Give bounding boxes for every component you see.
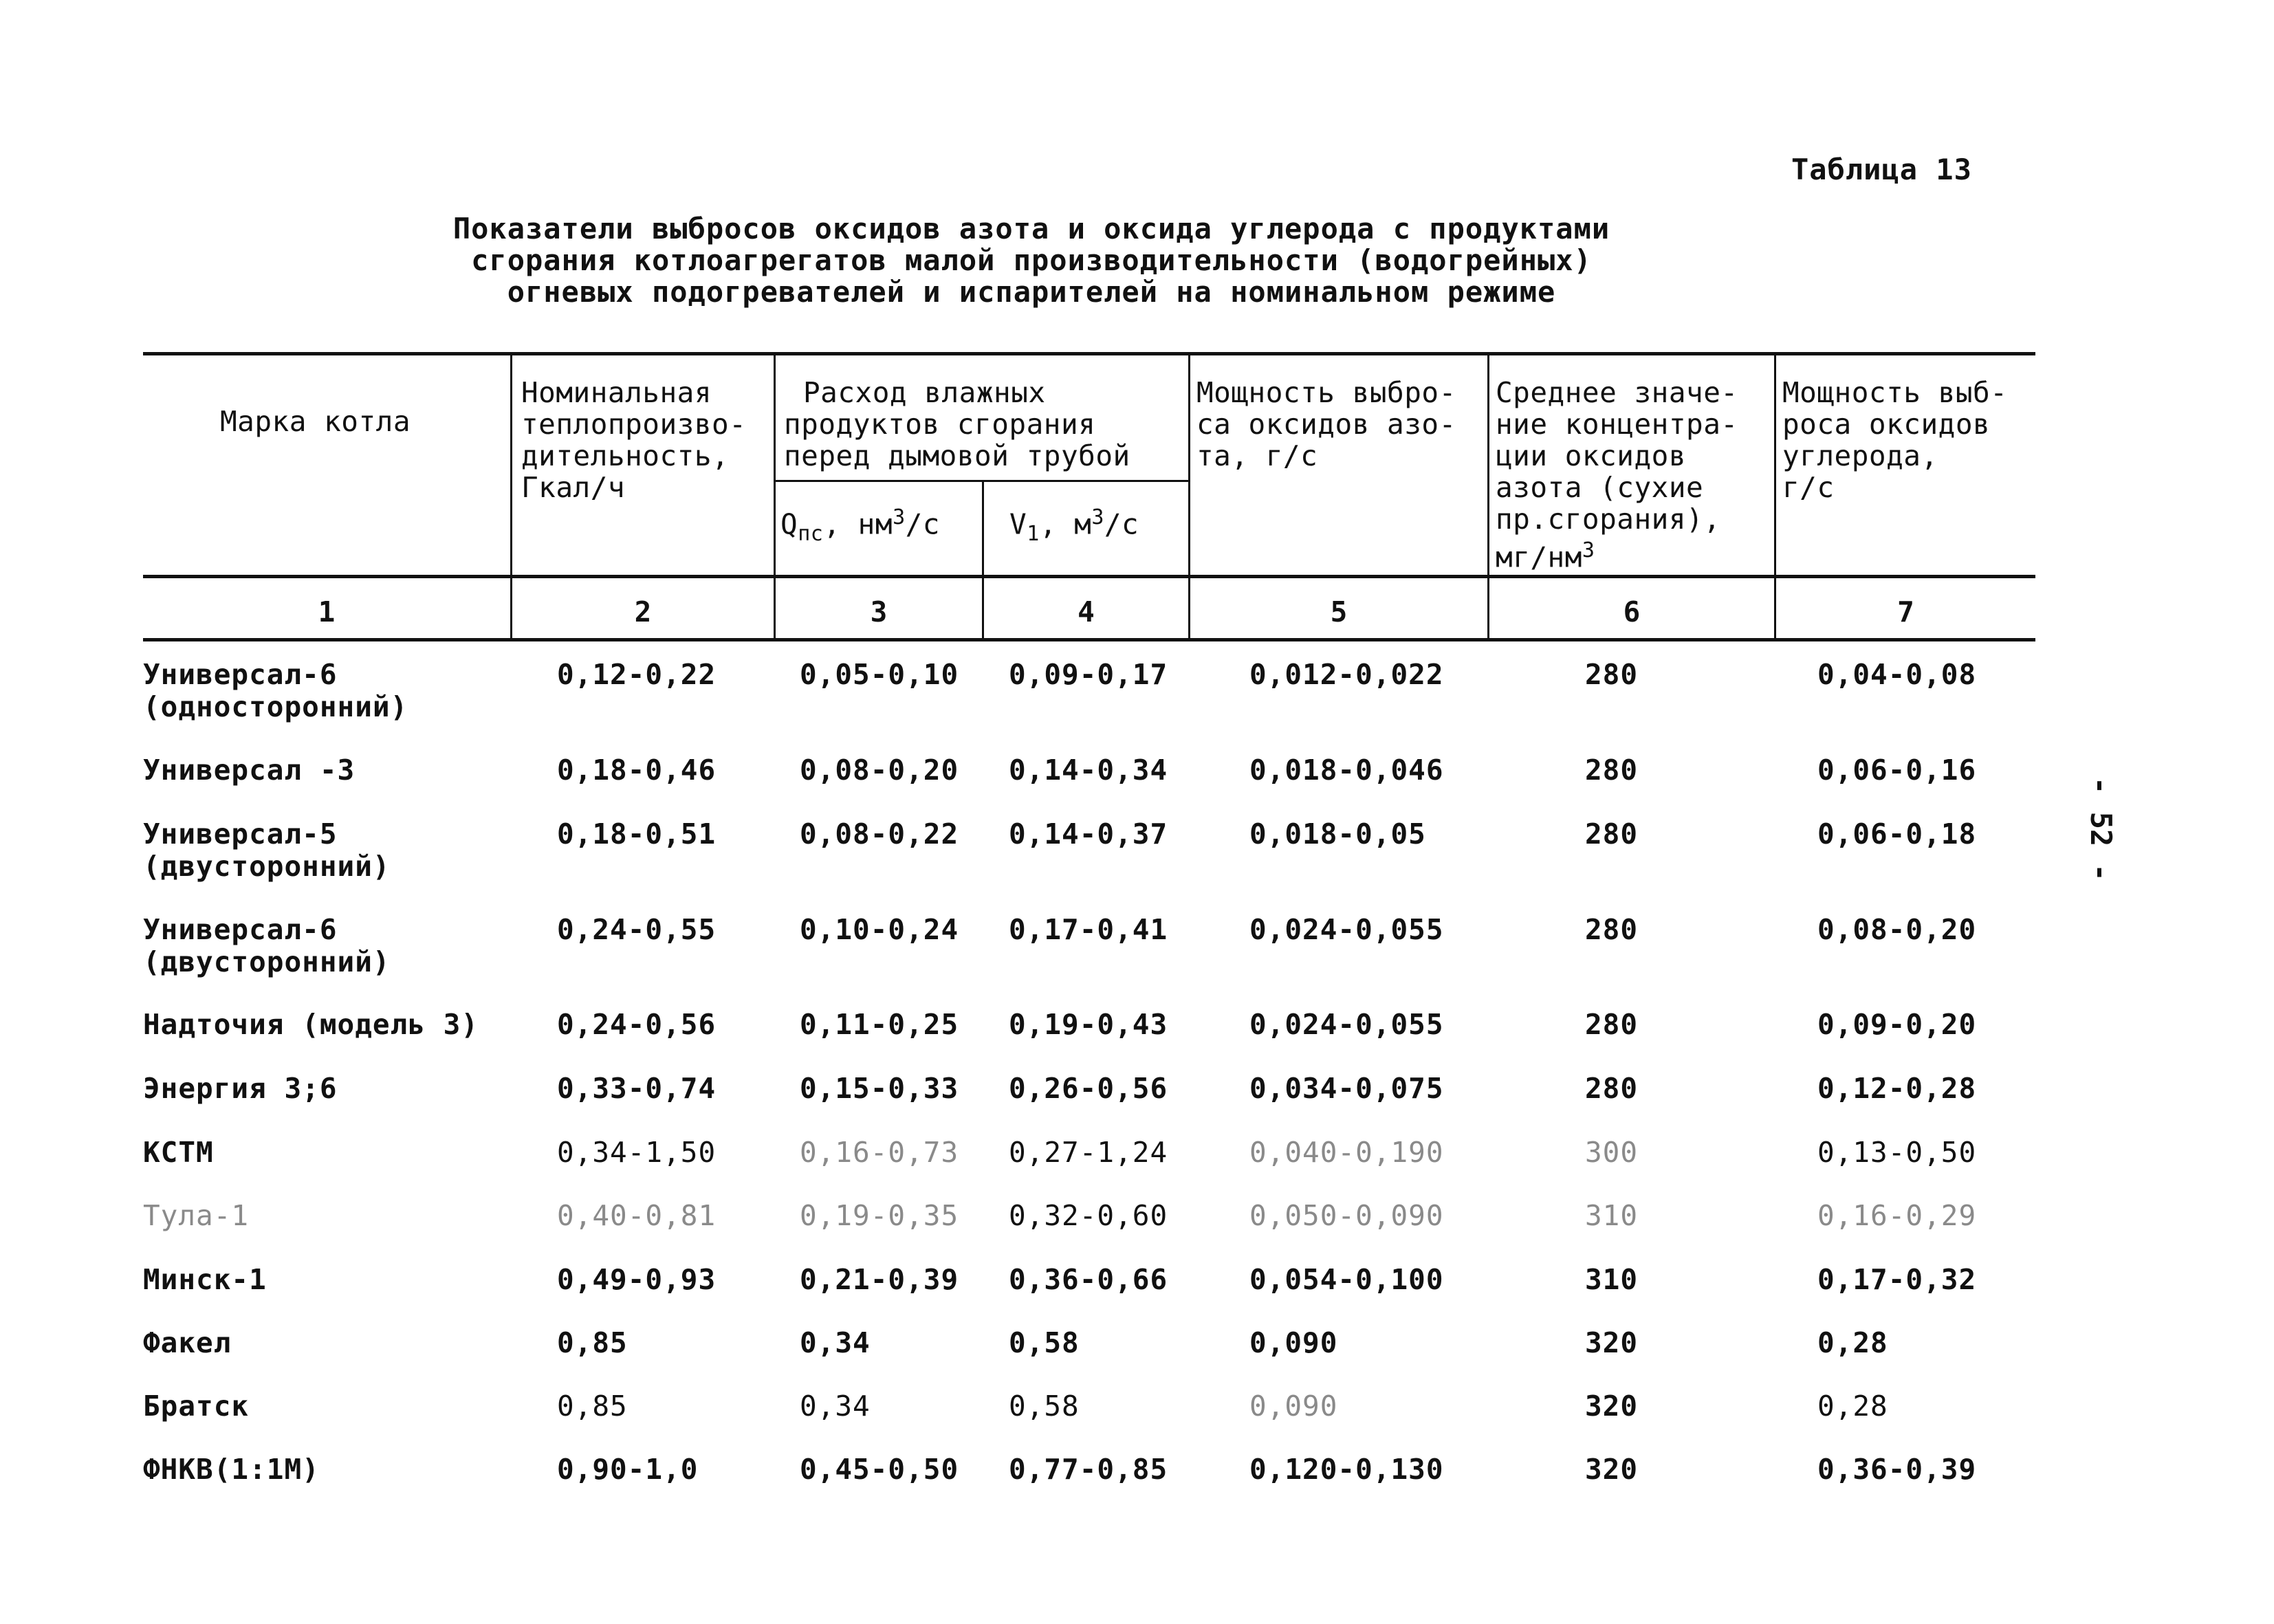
cell-nox-power: 0,034-0,075 (1249, 1072, 1444, 1105)
cell-capacity: 0,24-0,56 (557, 1008, 717, 1041)
page-number: - 52 - (2084, 777, 2118, 881)
table-title (358, 213, 1705, 308)
boiler-name: Факел (143, 1326, 232, 1359)
cell-capacity: 0,85 (557, 1390, 628, 1423)
header-brand: Марка котла (220, 405, 411, 438)
cell-nox-power: 0,018-0,046 (1249, 754, 1444, 787)
cell-co-power: 0,28 (1817, 1326, 1888, 1359)
cell-co-power: 0,17-0,32 (1817, 1263, 1977, 1296)
cell-co-power: 0,12-0,28 (1817, 1072, 1977, 1105)
cell-capacity: 0,34-1,50 (557, 1136, 717, 1169)
boiler-name: Универсал-6 (односторонний) (143, 658, 408, 723)
table-label: Таблица 13 (1791, 153, 1972, 186)
cell-nox-concentration: 280 (1585, 1072, 1639, 1105)
cell-flow-q: 0,34 (800, 1326, 871, 1359)
cell-flow-v: 0,77-0,85 (1009, 1453, 1168, 1486)
cell-nox-concentration: 280 (1585, 913, 1639, 946)
table-row (0, 914, 2274, 983)
cell-capacity: 0,90-1,0 (557, 1453, 699, 1486)
column-number: 2 (634, 595, 652, 628)
column-number: 6 (1623, 595, 1641, 628)
cell-flow-q: 0,45-0,50 (800, 1453, 959, 1486)
cell-flow-v: 0,17-0,41 (1009, 913, 1168, 946)
cell-nox-power: 0,012-0,022 (1249, 658, 1444, 691)
boiler-name: Универсал -3 (143, 754, 356, 787)
table-row (0, 1009, 2274, 1077)
cell-capacity: 0,85 (557, 1326, 628, 1359)
cell-nox-power: 0,018-0,05 (1249, 818, 1426, 851)
cell-flow-q: 0,05-0,10 (800, 658, 959, 691)
cell-capacity: 0,24-0,55 (557, 913, 717, 946)
boiler-name: КСТМ (143, 1136, 214, 1169)
cell-flow-v: 0,14-0,34 (1009, 754, 1168, 787)
table-row (0, 1200, 2274, 1269)
boiler-name: Энергия 3;6 (143, 1072, 338, 1105)
cell-flow-q: 0,16-0,73 (800, 1136, 959, 1169)
column-number: 7 (1897, 595, 1914, 628)
cell-co-power: 0,08-0,20 (1817, 913, 1977, 946)
header-co-power: Мощность выб- роса оксидов углерода, г/с (1782, 376, 2008, 504)
cell-capacity: 0,18-0,51 (557, 818, 717, 851)
cell-capacity: 0,18-0,46 (557, 754, 717, 787)
cell-nox-power: 0,024-0,055 (1249, 1008, 1444, 1041)
column-number: 3 (870, 595, 888, 628)
title-line: сгорания котлоагрегатов малой производительности (водогрейных) (471, 243, 1592, 277)
cell-flow-q: 0,10-0,24 (800, 913, 959, 946)
cell-flow-q: 0,11-0,25 (800, 1008, 959, 1041)
table-row (0, 1137, 2274, 1205)
cell-nox-power: 0,120-0,130 (1249, 1453, 1444, 1486)
cell-flow-q: 0,21-0,39 (800, 1263, 959, 1296)
cell-co-power: 0,16-0,29 (1817, 1199, 1977, 1232)
cell-nox-power: 0,090 (1249, 1390, 1338, 1423)
cell-nox-power: 0,040-0,190 (1249, 1136, 1444, 1169)
colnum-bottom-rule (143, 638, 2035, 641)
cell-flow-q: 0,19-0,35 (800, 1199, 959, 1232)
header-nox-concentration: Среднее значе- ние концентра- ции оксидов азота (сухие пр.сгорания), $мг/нм^3$ (1496, 376, 1738, 574)
cell-co-power: 0,28 (1817, 1390, 1888, 1423)
cell-nox-concentration: 280 (1585, 658, 1639, 691)
cell-capacity: 0,33-0,74 (557, 1072, 717, 1105)
cell-nox-power: 0,090 (1249, 1326, 1338, 1359)
table-row (0, 818, 2274, 887)
title-line: огневых подогревателей и испарителей на номинальном режиме (507, 275, 1556, 309)
cell-nox-concentration: 280 (1585, 818, 1639, 851)
cell-flow-v: 0,36-0,66 (1009, 1263, 1168, 1296)
table-row (0, 659, 2274, 727)
header-bottom-rule (143, 575, 2035, 578)
header-nox-power: Мощность выбро- са оксидов азо- та, г/с (1196, 376, 1456, 472)
subheader-rule (774, 480, 1188, 482)
cell-co-power: 0,36-0,39 (1817, 1453, 1977, 1486)
cell-flow-v: 0,58 (1009, 1326, 1080, 1359)
column-number: 5 (1330, 595, 1348, 628)
header-flow-group: Расход влажных продуктов сгорания перед дымовой трубой (784, 376, 1130, 472)
boiler-name: ФНКВ(1:1М) (143, 1453, 320, 1486)
cell-flow-v: 0,32-0,60 (1009, 1199, 1168, 1232)
table-row (0, 1073, 2274, 1141)
boiler-name: Тула-1 (143, 1199, 250, 1232)
cell-nox-power: 0,050-0,090 (1249, 1199, 1444, 1232)
cell-nox-concentration: 310 (1585, 1199, 1639, 1232)
cell-co-power: 0,04-0,08 (1817, 658, 1977, 691)
cell-co-power: 0,06-0,18 (1817, 818, 1977, 851)
cell-flow-q: 0,34 (800, 1390, 871, 1423)
cell-nox-concentration: 300 (1585, 1136, 1639, 1169)
column-number: 1 (318, 595, 336, 628)
cell-nox-power: 0,024-0,055 (1249, 913, 1444, 946)
cell-nox-concentration: 320 (1585, 1326, 1639, 1359)
table-row (0, 754, 2274, 823)
cell-nox-concentration: 310 (1585, 1263, 1639, 1296)
cell-flow-q: 0,15-0,33 (800, 1072, 959, 1105)
boiler-name: Универсал-5 (двусторонний) (143, 818, 391, 883)
cell-flow-v: 0,58 (1009, 1390, 1080, 1423)
cell-flow-v: 0,27-1,24 (1009, 1136, 1168, 1169)
table-row (0, 1453, 2274, 1522)
cell-flow-q: 0,08-0,20 (800, 754, 959, 787)
title-line: Показатели выбросов оксидов азота и оксида углерода с продуктами (452, 212, 1610, 245)
table-row (0, 1327, 2274, 1396)
cell-flow-v: 0,26-0,56 (1009, 1072, 1168, 1105)
cell-capacity: 0,49-0,93 (557, 1263, 717, 1296)
cell-co-power: 0,09-0,20 (1817, 1008, 1977, 1041)
cell-co-power: 0,13-0,50 (1817, 1136, 1977, 1169)
cell-flow-q: 0,08-0,22 (800, 818, 959, 851)
boiler-name: Надточия (модель 3) (143, 1008, 479, 1041)
cell-nox-concentration: 280 (1585, 1008, 1639, 1041)
boiler-name: Братск (143, 1390, 250, 1423)
cell-capacity: 0,40-0,81 (557, 1199, 717, 1232)
header-flow-q: $Q_{пс}$, $нм^3/с$ (780, 505, 940, 546)
header-capacity: Номинальная теплопроизво- дительность, Гкал/ч (521, 376, 747, 504)
cell-co-power: 0,06-0,16 (1817, 754, 1977, 787)
boiler-name: Минск-1 (143, 1263, 267, 1296)
boiler-name: Универсал-6 (двусторонний) (143, 913, 391, 978)
column-number: 4 (1078, 595, 1095, 628)
table-row (0, 1264, 2274, 1332)
cell-nox-concentration: 280 (1585, 754, 1639, 787)
cell-nox-power: 0,054-0,100 (1249, 1263, 1444, 1296)
cell-nox-concentration: 320 (1585, 1390, 1639, 1423)
table-row (0, 1390, 2274, 1459)
table-top-rule (143, 352, 2035, 355)
cell-flow-v: 0,09-0,17 (1009, 658, 1168, 691)
cell-nox-concentration: 320 (1585, 1453, 1639, 1486)
cell-flow-v: 0,14-0,37 (1009, 818, 1168, 851)
cell-flow-v: 0,19-0,43 (1009, 1008, 1168, 1041)
cell-capacity: 0,12-0,22 (557, 658, 717, 691)
header-flow-v: $V_1$, $м^3/с$ (1009, 505, 1139, 546)
